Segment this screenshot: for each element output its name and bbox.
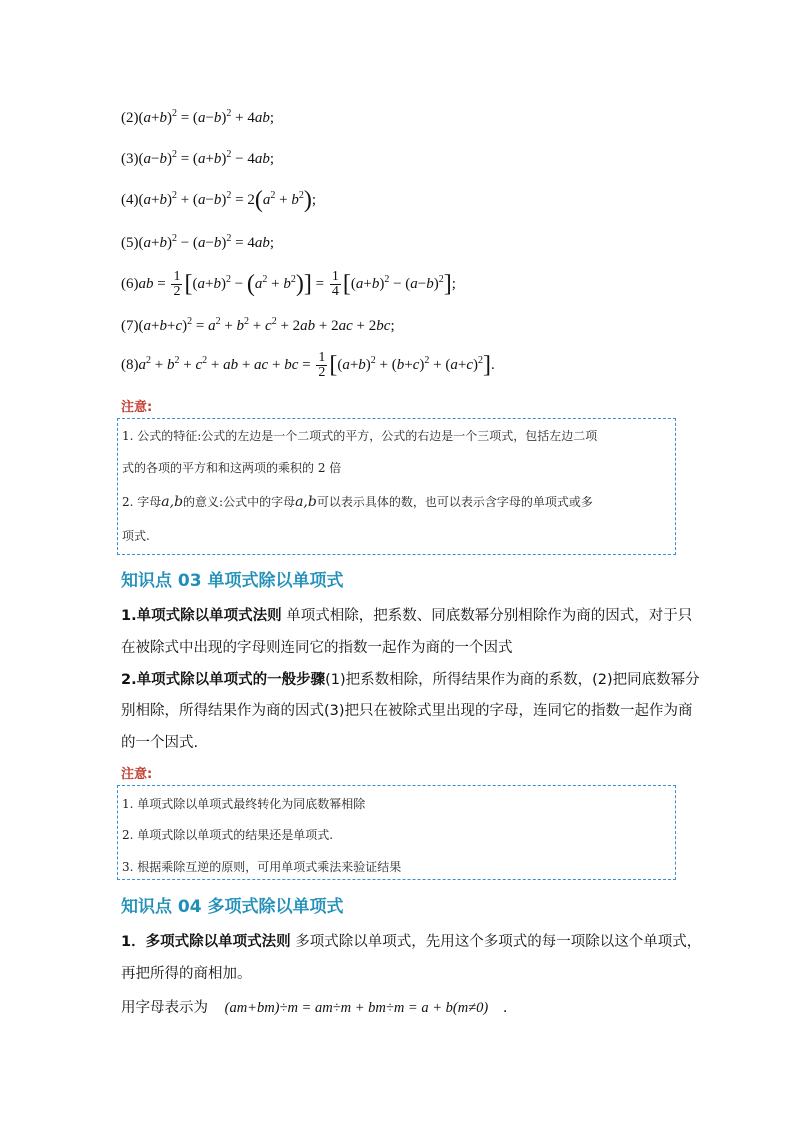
formula-6: (6)ab = $\frac{1}{2}$ $[(a+b)^2 - (a^2 + b^2)]$ = $\frac{1}{4}$ $[(a+b)^2 - (a-b)^2]$; (121, 269, 456, 299)
formula-3: $(3)(a-b)^2 = (a+b)^2 - 4ab$; (121, 149, 275, 167)
note-line: 式的各项的平方和和这两项的乘积的 2 倍 (122, 461, 342, 475)
note-box (117, 418, 676, 555)
formula-8: $(8)a^2 + b^2 + c^2$ + ab + ac + bc = $\frac{1}{2}$ $[(a+b)^2 + (b+c)^2 + (a+c)^2]$. (121, 350, 495, 380)
formula-5: $(5)(a+b)^2 - (a-b)^2 = 4ab$; (121, 233, 275, 251)
section-title: 知识点 04 多项式除以单项式 (121, 897, 344, 917)
paragraph: 1.单项式除以单项式法则 单项式相除，把系数、同底数幂分别相除作为商的因式，对于只 (121, 608, 693, 624)
note-line: 3. 根据乘除互逆的原则，可用单项式乘法来验证结果 (122, 860, 402, 874)
paragraph: 别相除，所得结果作为商的因式(3)把只在被除式里出现的字母，连同它的指数一起作为商 (121, 703, 693, 719)
paragraph: 用字母表示为 (am+bm)÷m = am÷m + bm÷m = a + b(m≠0) . (121, 1000, 508, 1016)
section-title: 知识点 03 单项式除以单项式 (121, 571, 344, 591)
note-line: 项式. (122, 529, 150, 543)
paragraph: 的一个因式. (121, 735, 199, 751)
formula-2: $(2)(a+b)^2 = (a-b)^2 + 4ab$; (121, 108, 275, 126)
note-box (117, 785, 676, 880)
note-line: 1. 单项式除以单项式最终转化为同底数幂相除 (122, 797, 366, 811)
note-line: 2. 单项式除以单项式的结果还是单项式. (122, 828, 334, 842)
formula-7: $(7)(a+b+c)^2 = a^2 + b^2 + c^2 + 2ab + 2ac + 2bc$; (121, 316, 395, 334)
paragraph: 再把所得的商相加。 (121, 966, 252, 982)
division-formula: (am+bm)÷m = am÷m + bm÷m = a + b(m≠0) (224, 1000, 489, 1016)
note-line: 2. 字母a,b的意义:公式中的字母a,b可以表示具体的数，也可以表示含字母的单项式或多 (122, 494, 593, 510)
paragraph: 2.单项式除以单项式的一般步骤(1)把系数相除，所得结果作为商的系数，(2)把同底数幂分 (121, 672, 700, 688)
formula-4: $(4)(a+b)^2 + (a-b)^2 = 2(a^2 + b^2)$; (121, 187, 317, 213)
note-title: 注意: (121, 767, 153, 782)
note-line: 1. 公式的特征:公式的左边是一个二项式的平方，公式的右边是一个三项式，包括左边二项 (122, 429, 598, 443)
note-title: 注意: (121, 400, 153, 415)
paragraph: 在被除式中出现的字母则连同它的指数一起作为商的一个因式 (121, 640, 513, 656)
paragraph: 1．多项式除以单项式法则 多项式除以单项式，先用这个多项式的每一项除以这个单项式， (121, 934, 702, 950)
